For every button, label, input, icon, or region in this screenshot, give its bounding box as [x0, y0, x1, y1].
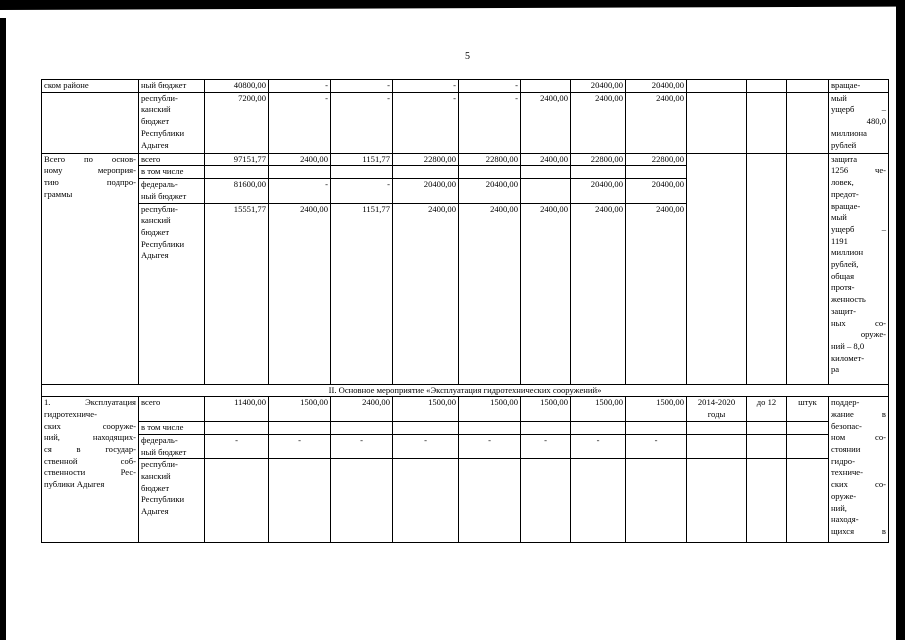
budget-source-cell: всего [139, 153, 205, 166]
amount-2016: 1500,00 [393, 397, 459, 422]
amount-2014: 2400,00 [269, 153, 331, 166]
amount-2020: 20400,00 [626, 80, 687, 93]
table-row [42, 434, 889, 458]
amount-2014: - [269, 434, 331, 458]
amount-2019: 1500,00 [571, 397, 626, 422]
unit-cell: штук [787, 397, 829, 422]
amount-2014: - [269, 80, 331, 93]
period-cell [687, 92, 747, 153]
target-cell [747, 153, 787, 384]
budget-source-cell: ный бюджет [139, 80, 205, 93]
amount-2019: 2400,00 [571, 92, 626, 153]
amount-2016: - [393, 92, 459, 153]
amount-2015: - [331, 434, 393, 458]
result-cell: вращае- [829, 80, 889, 93]
amount-2020: 22800,00 [626, 153, 687, 166]
amount-2015: - [331, 80, 393, 93]
amount-2020: 1500,00 [626, 397, 687, 422]
period-cell [687, 80, 747, 93]
budget-source-cell: республи- канский бюджет Республики Адыгея [139, 203, 205, 384]
result-cell: мый ущерб – 480,0 миллиона рублей [829, 92, 889, 153]
amount-2018: 2400,00 [521, 153, 571, 166]
amount-2015: 1151,77 [331, 153, 393, 166]
amount-total: 15551,77 [205, 203, 269, 384]
amount-total: 97151,77 [205, 153, 269, 166]
unit-cell [787, 92, 829, 153]
target-cell [747, 92, 787, 153]
group-title-cell: Всего по основ- ному мероприя- тию подпро- граммы [42, 153, 139, 384]
scan-border-top [0, 0, 905, 10]
amount-2014: 1500,00 [269, 397, 331, 422]
amount-total: 40800,00 [205, 80, 269, 93]
amount-2020: 2400,00 [626, 92, 687, 153]
page-number: 5 [465, 51, 470, 62]
amount-2016: 22800,00 [393, 153, 459, 166]
amount-2017: - [459, 92, 521, 153]
amount-2017: 22800,00 [459, 153, 521, 166]
budget-source-cell: республи- канский бюджет Республики Адыгея [139, 459, 205, 543]
amount-total: 11400,00 [205, 397, 269, 422]
amount-2014: 2400,00 [269, 203, 331, 384]
period-cell [687, 153, 747, 384]
amount-2017: - [459, 434, 521, 458]
amount-2020: 2400,00 [626, 203, 687, 384]
municipality-cell: ском районе [42, 80, 139, 93]
amount-2019: - [571, 434, 626, 458]
table-row [42, 384, 889, 397]
measure-title-cell: 1. Эксплуатация гидротехниче- ских сооруже- ний, находящих- ся в государ- ственной соб- ственности Рес- публики Адыгея [42, 397, 139, 543]
amount-2015: 1151,77 [331, 203, 393, 384]
amount-2015: - [331, 92, 393, 153]
section-title: II. Основное мероприятие «Эксплуатация гидротехнических сооружений» [42, 384, 889, 397]
table-row [42, 80, 889, 93]
amount-2018: - [521, 434, 571, 458]
amount-2017: - [459, 80, 521, 93]
amount-2017: 2400,00 [459, 203, 521, 384]
unit-cell [787, 80, 829, 93]
amount-2018: 2400,00 [521, 92, 571, 153]
amount-2016: - [393, 80, 459, 93]
amount-2018 [521, 179, 571, 203]
table-row [42, 153, 889, 166]
amount-2018: 2400,00 [521, 203, 571, 384]
budget-table [41, 79, 889, 543]
table-row [42, 459, 889, 543]
amount-2020: 20400,00 [626, 179, 687, 203]
amount-2019: 22800,00 [571, 153, 626, 166]
amount-2015: 2400,00 [331, 397, 393, 422]
unit-cell [787, 153, 829, 384]
amount-2017: 1500,00 [459, 397, 521, 422]
scan-border-right [896, 0, 905, 640]
scan-border-left [0, 18, 6, 640]
budget-source-cell: республи- канский бюджет Республики Адыгея [139, 92, 205, 153]
amount-2015: - [331, 179, 393, 203]
amount-total: 81600,00 [205, 179, 269, 203]
table-row [42, 422, 889, 435]
amount-2017: 20400,00 [459, 179, 521, 203]
amount-2016: 20400,00 [393, 179, 459, 203]
amount-2016: - [393, 434, 459, 458]
amount-2016: 2400,00 [393, 203, 459, 384]
amount-total: 7200,00 [205, 92, 269, 153]
budget-source-cell: в том числе [139, 166, 205, 179]
period-cell: 2014-2020 годы [687, 397, 747, 422]
budget-source-cell: всего [139, 397, 205, 422]
table-row [42, 397, 889, 422]
amount-2019: 2400,00 [571, 203, 626, 384]
budget-source-cell: федераль- ный бюджет [139, 434, 205, 458]
amount-2019: 20400,00 [571, 80, 626, 93]
budget-source-cell: федераль- ный бюджет [139, 179, 205, 203]
amount-2014: - [269, 92, 331, 153]
target-cell [747, 80, 787, 93]
amount-total: - [205, 434, 269, 458]
amount-2018 [521, 80, 571, 93]
target-cell: до 12 [747, 397, 787, 422]
amount-2018: 1500,00 [521, 397, 571, 422]
table-row [42, 92, 889, 153]
amount-2019: 20400,00 [571, 179, 626, 203]
result-cell: защита 1256 че- ловек, предот- вращае- мый ущерб – 1191 миллион рублей, общая протя- женность защит- ных со- оруже- ний – 8,0 километ- ра [829, 153, 889, 384]
amount-2014: - [269, 179, 331, 203]
municipality-cell [42, 92, 139, 153]
amount-2020: - [626, 434, 687, 458]
budget-source-cell: в том числе [139, 422, 205, 435]
result-cell: поддер- жание в безопас- ном со- стоянии гидро- техниче- ских со- оруже- ний, находя- щихся в [829, 397, 889, 543]
